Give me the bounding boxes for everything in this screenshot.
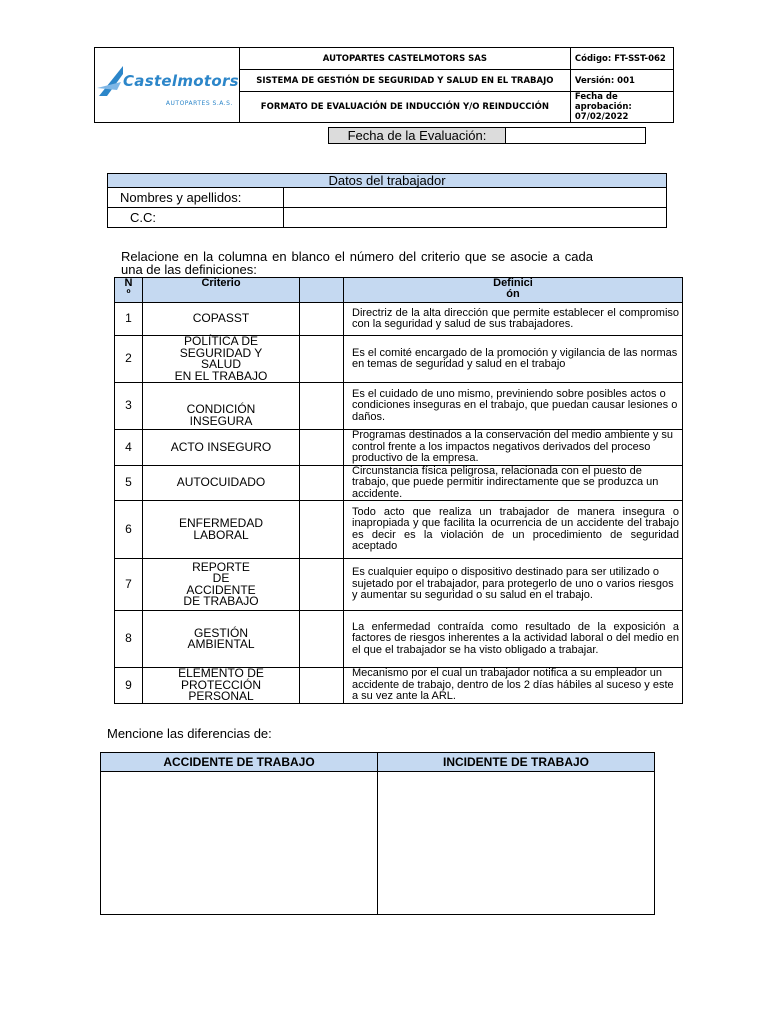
answer-cell[interactable] bbox=[300, 465, 344, 501]
answer-cell[interactable] bbox=[300, 303, 344, 336]
instructions-text: Relacione en la columna en blanco el número del criterio que se asocie a cada una de las definiciones: bbox=[121, 249, 593, 277]
row-number: 7 bbox=[115, 559, 143, 611]
row-number: 2 bbox=[115, 336, 143, 383]
row-number: 8 bbox=[115, 611, 143, 668]
header-blank bbox=[300, 278, 344, 303]
row-number: 3 bbox=[115, 383, 143, 430]
header-definition: Definici ón bbox=[344, 278, 683, 303]
definition-cell: Todo acto que realiza un trabajador de manera insegura o inapropiada y que facilita la ocurrencia de un accidente del trabajo es decir es la violación de un procedimiento de seguridad aceptado bbox=[344, 501, 683, 559]
accident-header: ACCIDENTE DE TRABAJO bbox=[101, 753, 378, 772]
approval-date: 07/02/2022 bbox=[574, 112, 629, 122]
row-number: 6 bbox=[115, 501, 143, 559]
header-criterion: Criterio bbox=[143, 278, 300, 303]
approval-label: Fecha de aprobación: bbox=[574, 92, 632, 112]
definition-cell: Es cualquier equipo o dispositivo destinado para ser utilizado o sujetado por el trabajador, para protegerlo de uno o varios riesgos y aumentar su seguridad o su salud en el trabajo. bbox=[344, 559, 683, 611]
definition-cell: Directriz de la alta dirección que permite establecer el compromiso con la seguridad y salud de sus trabajadores. bbox=[344, 303, 683, 336]
name-label: Nombres y apellidos: bbox=[108, 188, 284, 208]
document-header bbox=[94, 47, 674, 123]
criterion-cell: ACTO INSEGURO bbox=[143, 430, 300, 466]
incident-answer-field[interactable] bbox=[378, 772, 655, 915]
answer-cell[interactable] bbox=[300, 383, 344, 430]
answer-cell[interactable] bbox=[300, 559, 344, 611]
evaluation-date bbox=[328, 127, 646, 144]
differences-prompt: Mencione las diferencias de: bbox=[107, 726, 272, 741]
header-number: N º bbox=[115, 278, 143, 303]
answer-cell[interactable] bbox=[300, 336, 344, 383]
definition-cell: La enfermedad contraída como resultado de la exposición a factores de riesgos inherentes a la actividad laboral o del medio en el que el trabajador se ha visto obligado a trabajar. bbox=[344, 611, 683, 668]
criterion-cell: COPASST bbox=[143, 303, 300, 336]
accident-answer-field[interactable] bbox=[101, 772, 378, 915]
document-version: Versión: 001 bbox=[570, 70, 673, 92]
criterion-cell: ELEMENTO DE PROTECCIÓN PERSONAL bbox=[143, 668, 300, 704]
id-label: C.C: bbox=[108, 208, 284, 228]
definition-cell: Circunstancia física peligrosa, relacionada con el puesto de trabajo, que puede permitir indirectamente que se produzca un accidente. bbox=[344, 465, 683, 501]
row-number: 5 bbox=[115, 465, 143, 501]
criterion-cell: ENFERMEDAD LABORAL bbox=[143, 501, 300, 559]
definition-cell: Es el comité encargado de la promoción y vigilancia de las normas en temas de seguridad y salud en el trabajo bbox=[344, 336, 683, 383]
logo-subtitle: AUTOPARTES S.A.S. bbox=[165, 99, 233, 107]
definition-cell: Programas destinados a la conservación del medio ambiente y su control frente a los impactos negativos derivados del proceso productivo de la empresa. bbox=[344, 430, 683, 466]
criterion-cell: CONDICIÓN INSEGURA bbox=[143, 383, 300, 430]
answer-cell[interactable] bbox=[300, 668, 344, 704]
evaluation-date-label: Fecha de la Evaluación: bbox=[329, 128, 506, 144]
row-number: 4 bbox=[115, 430, 143, 466]
definition-cell: Mecanismo por el cual un trabajador notifica a su empleador un accidente de trabajo, dentro de los 2 días hábiles al suceso y este a su vez ante la ARL. bbox=[344, 668, 683, 704]
document-code: Código: FT-SST-062 bbox=[570, 48, 673, 70]
row-number: 1 bbox=[115, 303, 143, 336]
differences-table bbox=[100, 752, 655, 915]
format-title: FORMATO DE EVALUACIÓN DE INDUCCIÓN Y/O REINDUCCIÓN bbox=[239, 92, 570, 123]
row-number: 9 bbox=[115, 668, 143, 704]
criteria-table bbox=[114, 277, 683, 704]
evaluation-date-field[interactable] bbox=[506, 128, 646, 144]
criterion-cell: REPORTE DE ACCIDENTE DE TRABAJO bbox=[143, 559, 300, 611]
company-name: AUTOPARTES CASTELMOTORS SAS bbox=[239, 48, 570, 70]
criterion-cell: POLÍTICA DE SEGURIDAD Y SALUD EN EL TRABAJO bbox=[143, 336, 300, 383]
incident-header: INCIDENTE DE TRABAJO bbox=[378, 753, 655, 772]
management-system: SISTEMA DE GESTIÓN DE SEGURIDAD Y SALUD EN EL TRABAJO bbox=[239, 70, 570, 92]
company-logo bbox=[95, 48, 240, 123]
name-field[interactable] bbox=[284, 188, 667, 208]
worker-data-title: Datos del trabajador bbox=[108, 174, 667, 188]
answer-cell[interactable] bbox=[300, 430, 344, 466]
logo-mark-icon bbox=[95, 64, 125, 98]
definition-cell: Es el cuidado de uno mismo, previniendo sobre posibles actos o condiciones inseguras en el trabajo, que puedan causar lesiones o daños. bbox=[344, 383, 683, 430]
answer-cell[interactable] bbox=[300, 611, 344, 668]
logo-wordmark: Castelmotors bbox=[123, 71, 239, 90]
id-field[interactable] bbox=[284, 208, 667, 228]
worker-data-table bbox=[107, 173, 667, 228]
criterion-cell: AUTOCUIDADO bbox=[143, 465, 300, 501]
approval-date-cell bbox=[570, 92, 673, 123]
answer-cell[interactable] bbox=[300, 501, 344, 559]
criterion-cell: GESTIÓN AMBIENTAL bbox=[143, 611, 300, 668]
